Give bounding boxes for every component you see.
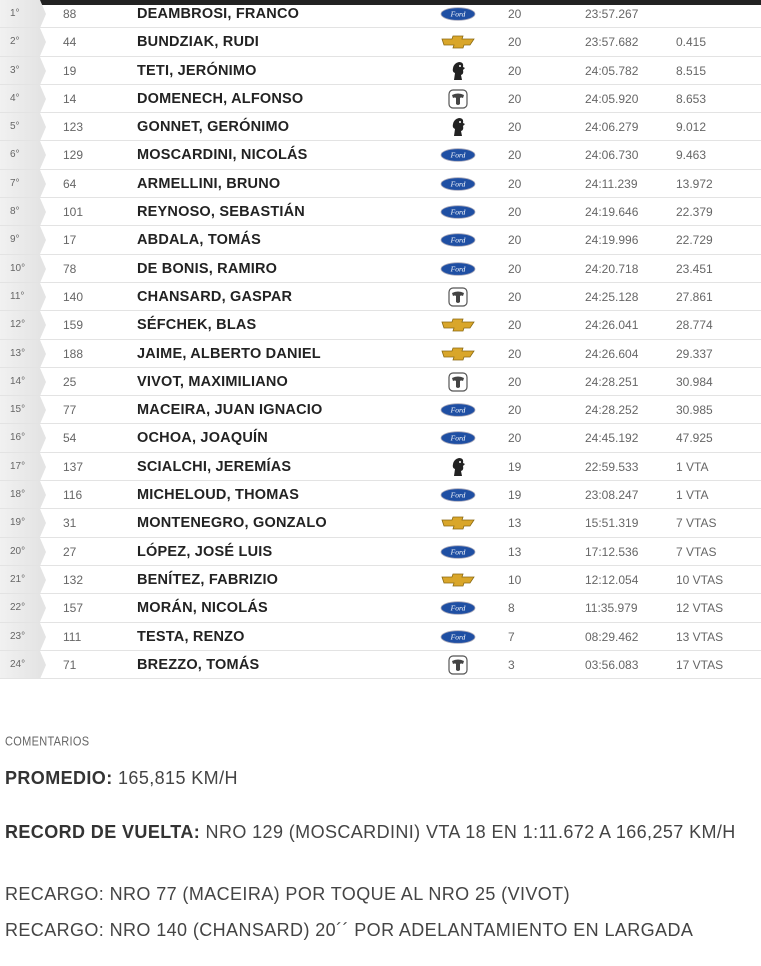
gap-cell: 13.972: [676, 176, 713, 191]
driver-name-cell: SÉFCHEK, BLAS: [137, 317, 257, 334]
car-number-cell: 137: [63, 459, 84, 474]
time-cell: 24:06.279: [585, 120, 639, 135]
time-cell: 24:45.192: [585, 431, 639, 446]
driver-name-cell: DE BONIS, RAMIRO: [137, 260, 278, 277]
chevrolet-logo-icon: [438, 311, 478, 339]
table-row: [0, 538, 761, 566]
lap-record-label: RECORD DE VUELTA:: [5, 822, 201, 842]
torino-logo-icon: [438, 453, 478, 481]
car-number-cell: 188: [63, 346, 84, 361]
car-number-cell: 129: [63, 148, 84, 163]
time-cell: 23:57.682: [585, 35, 639, 50]
driver-name-cell: GONNET, GERÓNIMO: [137, 119, 290, 136]
gap-cell: 9.463: [676, 148, 707, 163]
laps-cell: 8: [508, 601, 515, 616]
driver-name-cell: OCHOA, JOAQUÍN: [137, 430, 268, 447]
gap-cell: 8.653: [676, 91, 707, 106]
gap-cell: 28.774: [676, 318, 713, 333]
time-cell: 03:56.083: [585, 657, 639, 672]
table-row: [0, 368, 761, 396]
position-cell: 24°: [0, 651, 40, 678]
car-number-cell: 31: [63, 516, 77, 531]
position-cell: 3°: [0, 57, 40, 84]
svg-text:Ford: Ford: [450, 547, 466, 557]
car-number-cell: 132: [63, 572, 84, 587]
car-number-cell: 140: [63, 289, 84, 304]
car-number-cell: 64: [63, 176, 77, 191]
table-row: [0, 57, 761, 85]
car-number-cell: 159: [63, 318, 84, 333]
laps-cell: 20: [508, 176, 522, 191]
svg-text:Ford: Ford: [450, 603, 466, 613]
gap-cell: 12 VTAS: [676, 601, 724, 616]
driver-name-cell: DOMENECH, ALFONSO: [137, 90, 304, 107]
average-label: PROMEDIO:: [5, 768, 113, 788]
svg-text:Ford: Ford: [450, 235, 466, 245]
time-cell: 24:26.604: [585, 346, 639, 361]
gap-cell: 29.337: [676, 346, 713, 361]
torino-logo-icon: [438, 113, 478, 141]
table-row: [0, 198, 761, 226]
dodge-logo-icon: [438, 85, 478, 113]
time-cell: 23:08.247: [585, 488, 639, 503]
laps-cell: 20: [508, 261, 522, 276]
chevrolet-logo-icon: [438, 509, 478, 537]
driver-name-cell: MONTENEGRO, GONZALO: [137, 515, 327, 532]
position-cell: 20°: [0, 538, 40, 565]
driver-name-cell: ARMELLINI, BRUNO: [137, 175, 281, 192]
table-row: [0, 623, 761, 651]
position-cell: 8°: [0, 198, 40, 225]
svg-text:Ford: Ford: [450, 207, 466, 217]
ford-logo-icon: [438, 226, 478, 254]
table-row: [0, 283, 761, 311]
position-cell: 5°: [0, 113, 40, 140]
table-row: [0, 566, 761, 594]
driver-name-cell: MOSCARDINI, NICOLÁS: [137, 147, 308, 164]
ford-logo-icon: [438, 424, 478, 452]
driver-name-cell: TETI, JERÓNIMO: [137, 62, 257, 79]
driver-name-cell: VIVOT, MAXIMILIANO: [137, 373, 289, 390]
comments-label: COMENTARIOS: [5, 735, 90, 749]
position-cell: 16°: [0, 424, 40, 451]
car-number-cell: 54: [63, 431, 77, 446]
time-cell: 24:28.251: [585, 374, 639, 389]
table-row: [0, 594, 761, 622]
car-number-cell: 25: [63, 374, 77, 389]
driver-name-cell: SCIALCHI, JEREMÍAS: [137, 458, 292, 475]
gap-cell: 7 VTAS: [676, 516, 717, 531]
gap-cell: 10 VTAS: [676, 572, 724, 587]
table-row: [0, 424, 761, 452]
table-row: [0, 651, 761, 679]
gap-cell: 23.451: [676, 261, 713, 276]
laps-cell: 13: [508, 544, 522, 559]
table-row: [0, 453, 761, 481]
dodge-logo-icon: [438, 283, 478, 311]
driver-name-cell: MICHELOUD, THOMAS: [137, 487, 300, 504]
position-cell: 17°: [0, 453, 40, 480]
driver-name-cell: CHANSARD, GASPAR: [137, 288, 293, 305]
table-row: [0, 311, 761, 339]
car-number-cell: 157: [63, 601, 84, 616]
car-number-cell: 44: [63, 35, 77, 50]
ford-logo-icon: [438, 396, 478, 424]
laps-cell: 20: [508, 63, 522, 78]
time-cell: 24:05.920: [585, 91, 639, 106]
driver-name-cell: ABDALA, TOMÁS: [137, 232, 261, 249]
time-cell: 24:25.128: [585, 289, 639, 304]
svg-text:Ford: Ford: [450, 405, 466, 415]
gap-cell: 1 VTA: [676, 488, 709, 503]
car-number-cell: 27: [63, 544, 77, 559]
laps-cell: 20: [508, 346, 522, 361]
table-row: [0, 28, 761, 56]
driver-name-cell: TESTA, RENZO: [137, 628, 245, 645]
gap-cell: 17 VTAS: [676, 657, 724, 672]
ford-logo-icon: [438, 141, 478, 169]
average-speed: [5, 764, 238, 792]
torino-logo-icon: [438, 57, 478, 85]
car-number-cell: 123: [63, 120, 84, 135]
table-row: [0, 85, 761, 113]
chevrolet-logo-icon: [438, 566, 478, 594]
table-row: [0, 255, 761, 283]
lap-record: [5, 818, 757, 846]
ford-logo-icon: [438, 198, 478, 226]
car-number-cell: 77: [63, 403, 77, 418]
car-number-cell: 71: [63, 657, 77, 672]
penalty-note-2: RECARGO: NRO 140 (CHANSARD) 20´´ POR ADELANTAMIENTO EN LARGADA: [5, 920, 694, 940]
penalty-note-1: RECARGO: NRO 77 (MACEIRA) POR TOQUE AL NRO 25 (VIVOT): [5, 884, 570, 904]
laps-cell: 20: [508, 148, 522, 163]
driver-name-cell: REYNOSO, SEBASTIÁN: [137, 204, 305, 221]
gap-cell: 22.729: [676, 233, 713, 248]
time-cell: 12:12.054: [585, 572, 639, 587]
laps-cell: 20: [508, 233, 522, 248]
position-cell: 12°: [0, 311, 40, 338]
position-cell: 13°: [0, 340, 40, 367]
car-number-cell: 17: [63, 233, 77, 248]
table-row: [0, 509, 761, 537]
driver-name-cell: BREZZO, TOMÁS: [137, 656, 260, 673]
gap-cell: 22.379: [676, 205, 713, 220]
driver-name-cell: BUNDZIAK, RUDI: [137, 34, 260, 51]
car-number-cell: 78: [63, 261, 77, 276]
position-cell: 10°: [0, 255, 40, 282]
laps-cell: 19: [508, 459, 522, 474]
position-cell: 22°: [0, 594, 40, 621]
svg-text:Ford: Ford: [450, 264, 466, 274]
car-number-cell: 14: [63, 91, 77, 106]
gap-cell: 8.515: [676, 63, 707, 78]
position-cell: 14°: [0, 368, 40, 395]
gap-cell: 7 VTAS: [676, 544, 717, 559]
time-cell: 24:20.718: [585, 261, 639, 276]
dodge-logo-icon: [438, 651, 478, 679]
table-row: [0, 0, 761, 28]
laps-cell: 20: [508, 7, 522, 21]
position-cell: 15°: [0, 396, 40, 423]
driver-name-cell: MORÁN, NICOLÁS: [137, 600, 268, 617]
laps-cell: 10: [508, 572, 522, 587]
laps-cell: 3: [508, 657, 515, 672]
laps-cell: 7: [508, 629, 515, 644]
gap-cell: 1 VTA: [676, 459, 709, 474]
svg-text:Ford: Ford: [450, 434, 466, 444]
laps-cell: 20: [508, 120, 522, 135]
laps-cell: 20: [508, 205, 522, 220]
table-row: [0, 113, 761, 141]
car-number-cell: 19: [63, 63, 77, 78]
gap-cell: 9.012: [676, 120, 707, 135]
time-cell: 23:57.267: [585, 7, 639, 21]
time-cell: 24:26.041: [585, 318, 639, 333]
time-cell: 15:51.319: [585, 516, 639, 531]
comments-section: [5, 735, 757, 940]
time-cell: 24:05.782: [585, 63, 639, 78]
svg-text:Ford: Ford: [450, 490, 466, 500]
table-row: [0, 396, 761, 424]
lap-record-value: NRO 129 (MOSCARDINI) VTA 18 EN 1:11.672 A 166,257 KM/H: [200, 822, 736, 842]
position-cell: 6°: [0, 141, 40, 168]
svg-text:Ford: Ford: [450, 179, 466, 189]
car-number-cell: 101: [63, 205, 84, 220]
average-value: 165,815 KM/H: [112, 768, 238, 788]
laps-cell: 13: [508, 516, 522, 531]
table-row: [0, 481, 761, 509]
time-cell: 24:19.646: [585, 205, 639, 220]
ford-logo-icon: [438, 481, 478, 509]
position-cell: 1°: [0, 0, 40, 27]
car-number-cell: 111: [63, 629, 82, 644]
table-row: [0, 226, 761, 254]
time-cell: 11:35.979: [585, 601, 638, 616]
chevrolet-logo-icon: [438, 28, 478, 56]
laps-cell: 20: [508, 318, 522, 333]
gap-cell: 30.984: [676, 374, 713, 389]
time-cell: 22:59.533: [585, 459, 639, 474]
time-cell: 08:29.462: [585, 629, 639, 644]
table-row: [0, 141, 761, 169]
car-number-cell: 116: [63, 488, 83, 503]
position-cell: 4°: [0, 85, 40, 112]
driver-name-cell: BENÍTEZ, FABRIZIO: [137, 571, 279, 588]
time-cell: 24:06.730: [585, 148, 639, 163]
gap-cell: 13 VTAS: [676, 629, 724, 644]
position-cell: 19°: [0, 509, 40, 536]
table-row: [0, 170, 761, 198]
driver-name-cell: JAIME, ALBERTO DANIEL: [137, 345, 321, 362]
time-cell: 24:11.239: [585, 176, 638, 191]
table-row: [0, 340, 761, 368]
laps-cell: 20: [508, 374, 522, 389]
gap-cell: 0.415: [676, 35, 707, 50]
laps-cell: 20: [508, 35, 522, 50]
laps-cell: 20: [508, 91, 522, 106]
svg-text:Ford: Ford: [450, 151, 466, 161]
chevrolet-logo-icon: [438, 340, 478, 368]
driver-name-cell: LÓPEZ, JOSÉ LUIS: [137, 543, 273, 560]
laps-cell: 20: [508, 431, 522, 446]
position-cell: 2°: [0, 28, 40, 55]
driver-name-cell: DEAMBROSI, FRANCO: [137, 6, 300, 22]
position-cell: 9°: [0, 226, 40, 253]
driver-name-cell: MACEIRA, JUAN IGNACIO: [137, 402, 323, 419]
dodge-logo-icon: [438, 368, 478, 396]
ford-logo-icon: [438, 0, 478, 28]
time-cell: 24:19.996: [585, 233, 639, 248]
position-cell: 11°: [0, 283, 40, 310]
laps-cell: 20: [508, 289, 522, 304]
gap-cell: 30.985: [676, 403, 713, 418]
ford-logo-icon: [438, 538, 478, 566]
ford-logo-icon: [438, 623, 478, 651]
laps-cell: 19: [508, 488, 522, 503]
svg-text:Ford: Ford: [450, 9, 466, 19]
svg-text:Ford: Ford: [450, 632, 466, 642]
laps-cell: 20: [508, 403, 522, 418]
position-cell: 7°: [0, 170, 40, 197]
position-cell: 23°: [0, 623, 40, 650]
ford-logo-icon: [438, 170, 478, 198]
position-cell: 18°: [0, 481, 40, 508]
gap-cell: 27.861: [676, 289, 713, 304]
car-number-cell: 88: [63, 7, 77, 21]
ford-logo-icon: [438, 255, 478, 283]
time-cell: 24:28.252: [585, 403, 639, 418]
position-cell: 21°: [0, 566, 40, 593]
gap-cell: 47.925: [676, 431, 713, 446]
ford-logo-icon: [438, 594, 478, 622]
time-cell: 17:12.536: [585, 544, 639, 559]
